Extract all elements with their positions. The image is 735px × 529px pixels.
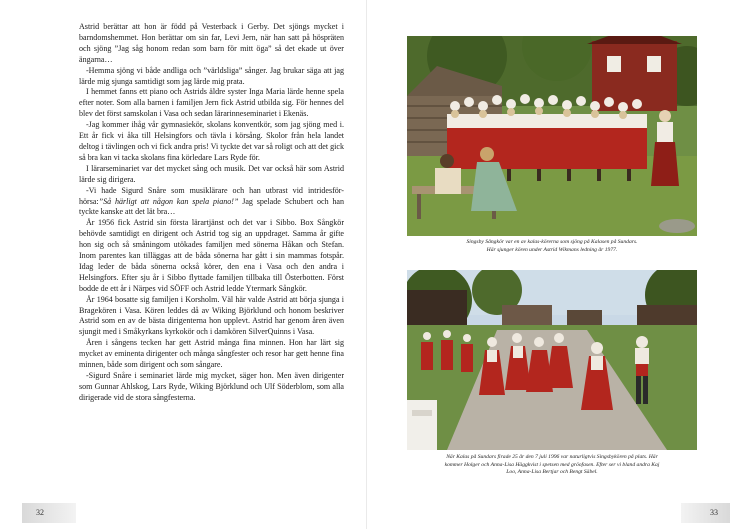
caption-photo-1977: [407, 239, 697, 254]
paragraph-4: -Jag kommer ihåg vår gymnasiekör, skolans konventkör, som jag sjöng med i. Ett år fick vi åka till Helsingfors och tävla i körsång. Skolor från hela landet deltog i tävlingen och vi fick andra pris! Vi tyckte det var så roligt och att det gick så bra kan vi tacka skolans fina körledare Lars Ryde för.: [79, 120, 344, 162]
paragraph-1: Astrid berättar att hon är född på Vesterback i Gerby. Det sjöngs mycket i barndomshemmet. Hon berättar om sin far, Levi Jern, när han satt på höspräten och sjöng ”Jag såg honom redan som barn för mitt öga” så det ekade ut över ängarna…: [79, 22, 344, 64]
paragraph-7: År 1956 fick Astrid sin första lärartjänst och det var i Sibbo. Box Sångkör behövde samtidigt en dirigent och Astrid tog sig an uppdraget. Samma år gifte hon sig och så småningom utökades familjen med sönerna Håkan och Stefan. Inom parentes kan tilläggas att de båda sönerna har gått i sin mammas fotspår. Idag leder de båda sönerna också körer, den ena i Vasa och den andra i Helsingfors. Efter sju år i Sibbo flyttade familjen tillbaka till Österbotten. Först bodde de ett år i Närpes vid SÖFF och Astrid ledde Ytermark Sångkör.: [79, 218, 344, 293]
paragraph-6-lead: -Vi hade Sigurd Snåre som musiklärare och han utbrast vid intridesför-hörsa:: [79, 185, 344, 206]
caption-1-line-1: Singsby Sångkör var en av kalas-körerna som sjöng på Kalasen på Sundars.: [466, 239, 638, 245]
caption-photo-1996: [407, 454, 697, 477]
page-number-left: 32: [22, 503, 76, 523]
paragraph-3: I hemmet fanns ett piano och Astrids äldre syster Inga Maria lärde henne spela efter noter. Som alla barnen i familjen Jern fick Astrid utbilda sig. För hennes del blev det först samskolan i Vasa och sedan lärarinneseminariet i Ekenäs.: [79, 87, 344, 119]
paragraph-6-quote: ”Så härligt att någon kan spela piano!”: [98, 196, 239, 206]
paragraph-5: I lärarseminariet var det mycket sång och musik. Det var också här som Astrid lärde sig dirigera.: [79, 163, 344, 184]
paragraph-6-tail: Jag spelade Schubert och han tyckte kanske att det lät bra…: [79, 196, 344, 217]
paragraph-9: Åren i sångens tecken har gett Astrid många fina minnen. Hon har lärt sig mycket av eminenta dirigenter och många sångfester och resor har gett henne fina minnen, både som dirigent och som sångare.: [79, 338, 344, 370]
paragraph-8: År 1964 bosatte sig familjen i Korsholm. Väl här valde Astrid att börja sjunga i Bragekören i Vasa. Kören leddes då av Wiking Björklund och honom beskriver Astrid som en av de bästa dirigenterna hon upplevt. Astrid har genom åren även sjungit med i Småkyrkans kyrkokör och i damkören SilverQuinns i Vasa.: [79, 294, 344, 337]
right-page: [367, 0, 735, 529]
paragraph-2: -Hemma sjöng vi både andliga och ”världsliga” sånger. Jag brukar säga att jag lärde mig sjunga samtidigt som jag lärde mig prata.: [79, 65, 344, 86]
choir-photo-1977-image: [407, 36, 697, 236]
caption-2-line-3: Loo, Anna-Lisa Bertjar och Bengt Säbel.: [506, 469, 598, 476]
body-text: [79, 22, 344, 404]
caption-2-line-2: kommer Holger och Anna-Lisa Häggkvist i spetsen med gröofasen. Efter ser vi bland andra Kaj: [444, 461, 660, 468]
choir-photo-1996: [407, 270, 697, 450]
choir-photo-1977: [407, 36, 697, 236]
caption-1-line-2: Här sjunger kören under Astrid Wikmans ledning år 1977.: [486, 246, 618, 253]
left-page: [0, 0, 367, 529]
choir-photo-1996-image: [407, 270, 697, 450]
caption-2-line-1: När Kalas på Sundars firade 25 år den 7 juli 1996 var naturligtvis Singsbykören på plats. Här: [446, 454, 658, 460]
paragraph-6: [79, 186, 344, 219]
paragraph-10: -Sigurd Snåre i seminariet lärde mig mycket, säger hon. Men även dirigenter som Gunnar Ahlskog, Lars Ryde, Wiking Björklund och Ulf Söderblom, som alla dirigerade vid de stora sångfesterna.: [79, 371, 344, 402]
page-number-right: 33: [681, 503, 730, 523]
